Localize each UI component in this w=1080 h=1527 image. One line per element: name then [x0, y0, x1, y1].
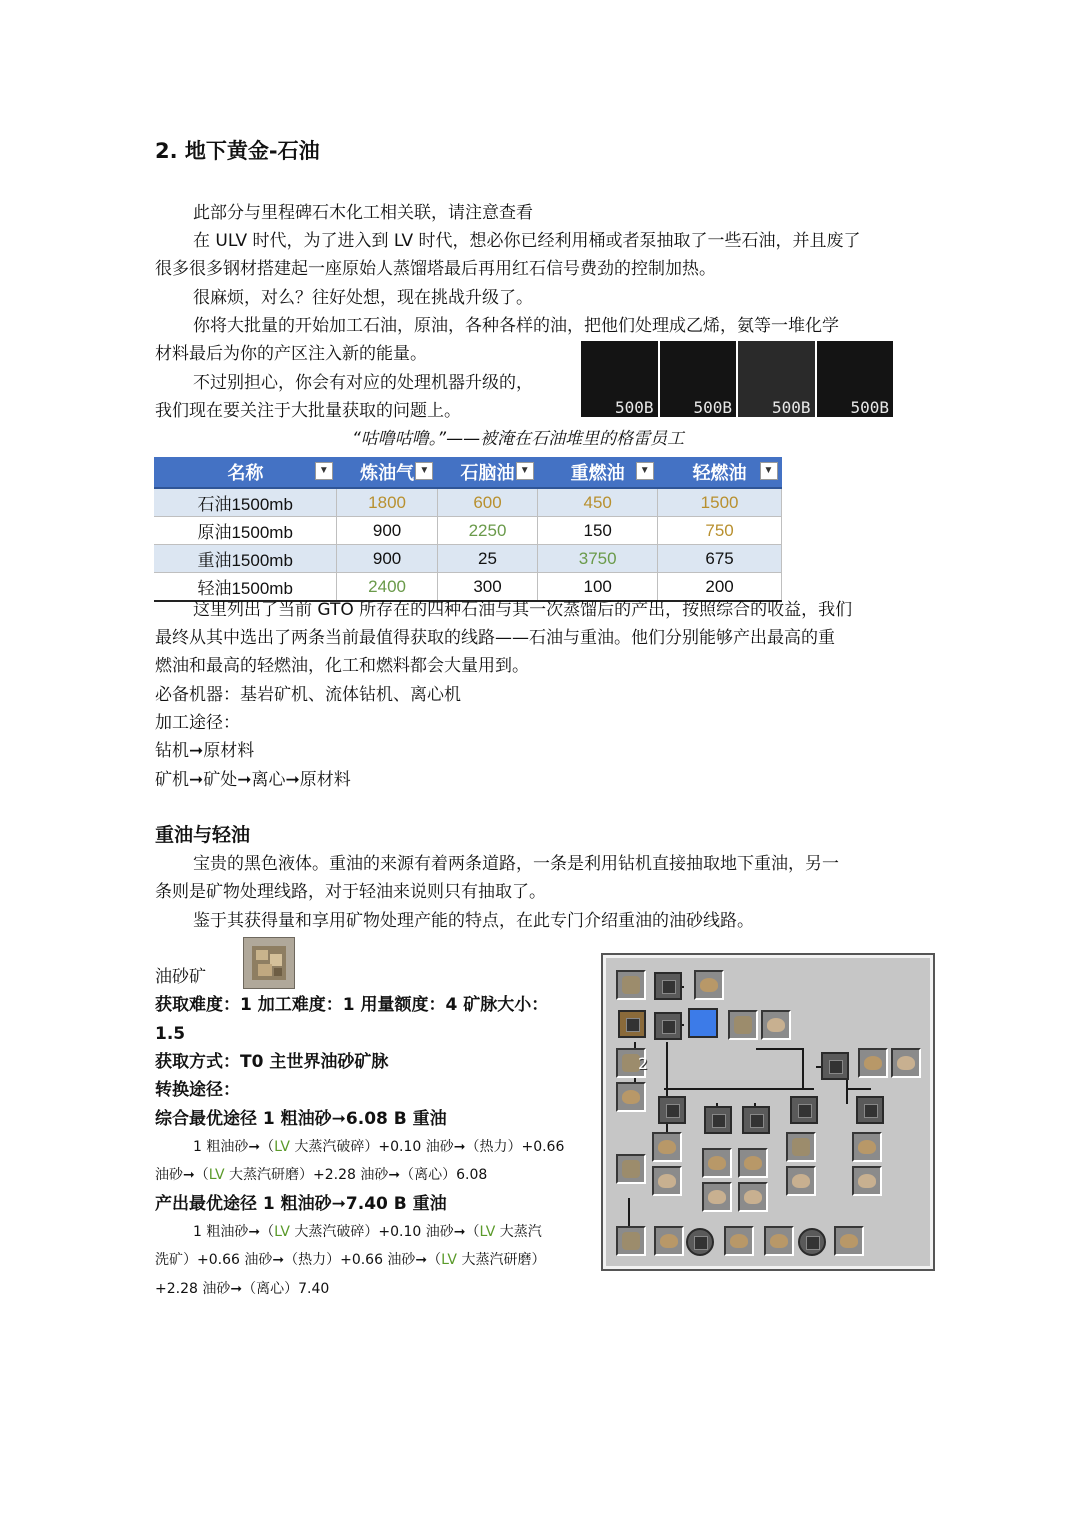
table-cell: 原油1500mb: [154, 517, 337, 545]
heavy-oil-title: 重油与轻油: [155, 824, 251, 846]
best-output-route: 产出最优途径 1 粗油砂➞7.40 B 重油: [155, 1194, 447, 1214]
tile-amount: 500B: [771, 398, 811, 417]
dust-slot[interactable]: [786, 1132, 816, 1162]
centrifuge-machine-icon: [742, 1106, 770, 1134]
table-cell: 600: [437, 488, 537, 517]
flow-line: [802, 1048, 804, 1090]
quote: “咕噜咕噜。”——被淹在石油堆里的格雷员工: [352, 429, 685, 449]
storage-tile: [817, 341, 894, 417]
dust-slot[interactable]: [616, 1082, 646, 1112]
dust-output-slot[interactable]: [858, 1048, 888, 1078]
tile-amount: 500B: [614, 398, 654, 417]
filter-dropdown-icon[interactable]: ▼: [315, 462, 333, 480]
table-cell: 150: [538, 517, 658, 545]
flow-line: [846, 1088, 871, 1090]
heavy-paragraph-1b: 条则是矿物处理线路，对于轻油来说则只有抽取了。: [155, 882, 546, 902]
table-cell: 石油1500mb: [154, 488, 337, 517]
intro-paragraph-4a: 你将大批量的开始加工石油，原油，各种各样的油，把他们处理成乙烯，氨等一堆化学: [193, 316, 839, 336]
table-cell: 900: [337, 517, 437, 545]
analysis-paragraph-a: 这里列出了当前 GTO 所存在的四种石油与其一次蒸馏后的产出，按照综合的收益，我们: [193, 600, 853, 620]
table-cell: 轻油1500mb: [154, 573, 337, 602]
flow-line: [756, 1048, 804, 1050]
heavy-paragraph-1a: 宝贵的黑色液体。重油的来源有着两条道路，一条是利用钻机直接抽取地下重油，另一: [193, 854, 839, 874]
table-header-cell: 轻燃油 ▼: [658, 457, 782, 488]
table-header-cell: 重燃油 ▼: [538, 457, 658, 488]
difficulty-line-b: 1.5: [155, 1024, 186, 1044]
table-header-cell: 石脑油 ▼: [437, 457, 537, 488]
dust-output-slot[interactable]: [694, 970, 724, 1000]
table-cell: 3750: [538, 545, 658, 573]
tile-amount: 500B: [850, 398, 889, 417]
table-cell: 675: [658, 545, 782, 573]
route-1: 钻机➞原材料: [155, 741, 255, 761]
filter-dropdown-icon[interactable]: ▼: [760, 462, 778, 480]
dust-slot[interactable]: [738, 1182, 768, 1212]
dust-slot[interactable]: [702, 1148, 732, 1178]
macerator-machine-icon: [654, 972, 682, 1000]
filter-dropdown-icon[interactable]: ▼: [415, 462, 433, 480]
storage-tile: [660, 341, 737, 417]
table-cell: 200: [658, 573, 782, 602]
table-cell: 1500: [658, 488, 782, 517]
ore-name: 油砂矿: [155, 967, 206, 987]
intro-paragraph-4b: 材料最后为你的产区注入新的能量。: [155, 344, 427, 364]
table-cell: 1800: [337, 488, 437, 517]
difficulty-line-a: 获取难度：1 加工难度：1 用量额度：4 矿脉大小：: [155, 995, 549, 1015]
centrifuge-machine-icon: [658, 1096, 686, 1124]
best-overall-line-2: 油砂➞（LV 大蒸汽研磨）+2.28 油砂➞（离心）6.08: [155, 1167, 488, 1183]
acquire-method: 获取方式：T0 主世界油砂矿脉: [155, 1052, 389, 1072]
centrifuge-machine-icon: [856, 1096, 884, 1124]
crate-machine-icon: [618, 1010, 646, 1038]
best-output-line-3: +2.28 油砂➞（离心）7.40: [155, 1281, 330, 1297]
oil-sand-processing-diagram: [603, 955, 933, 1269]
table-cell: 900: [337, 545, 437, 573]
water-icon: [688, 1008, 718, 1038]
table-row: [154, 545, 782, 573]
required-machines: 必备机器：基岩矿机、流体钻机、离心机: [155, 685, 461, 705]
filter-dropdown-icon[interactable]: ▼: [636, 462, 654, 480]
tile-amount: 500B: [693, 398, 732, 417]
centrifuge-machine-icon: [790, 1096, 818, 1124]
analysis-paragraph-b: 最终从其中选出了两条当前最值得获取的线路——石油与重油。他们分别能够产出最高的重: [155, 628, 835, 648]
dust-slot[interactable]: [652, 1132, 682, 1162]
table-cell: 重油1500mb: [154, 545, 337, 573]
best-overall-line-1: 1 粗油砂➞（LV 大蒸汽破碎）+0.10 油砂➞（热力）+0.66: [193, 1139, 565, 1155]
intro-paragraph-5b: 我们现在要关注于大批量获取的问题上。: [155, 401, 461, 421]
table-cell: 450: [538, 488, 658, 517]
intro-paragraph-5a: 不过别担心，你会有对应的处理机器升级的，: [193, 373, 533, 393]
dust-output-slot[interactable]: [891, 1048, 921, 1078]
table-cell: 25: [437, 545, 537, 573]
oil-sand-slot[interactable]: [616, 1048, 646, 1078]
dust-slot[interactable]: [724, 1226, 754, 1256]
storage-tile: [581, 341, 658, 417]
intro-paragraph-2b: 很多很多钢材搭建起一座原始人蒸馏塔最后再用红石信号费劲的控制加热。: [155, 259, 716, 279]
dust-slot[interactable]: [834, 1226, 864, 1256]
section-title: 2. 地下黄金-石油: [155, 139, 320, 163]
storage-tiles-image: [581, 341, 893, 417]
best-output-line-2: 洗矿）+0.66 油砂➞（热力）+0.66 油砂➞（LV 大蒸汽研磨）: [155, 1252, 546, 1268]
dust-slot[interactable]: [786, 1166, 816, 1196]
analysis-paragraph-c: 燃油和最高的轻燃油，化工和燃料都会大量用到。: [155, 656, 529, 676]
dust-slot[interactable]: [652, 1166, 682, 1196]
intro-paragraph-2a: 在 ULV 时代，为了进入到 LV 时代，想必你已经利用桶或者泵抽取了一些石油，并且废了: [193, 231, 861, 251]
best-overall-route: 综合最优途径 1 粗油砂➞6.08 B 重油: [155, 1109, 447, 1129]
washer-machine-icon: [654, 1012, 682, 1040]
table-header-cell: 名称 ▼: [154, 457, 337, 488]
route-label: 加工途径：: [155, 713, 240, 733]
heavy-paragraph-2: 鉴于其获得量和享用矿物处理产能的特点，在此专门介绍重油的油砂线路。: [193, 911, 754, 931]
thermal-machine-icon: [821, 1052, 849, 1080]
convert-label: 转换途径：: [155, 1080, 240, 1100]
table-header-row: [154, 457, 782, 488]
table-cell: 2400: [337, 573, 437, 602]
table-header-cell: 炼油气 ▼: [337, 457, 437, 488]
crushed-oil-sand-slot[interactable]: [616, 970, 646, 1000]
table-cell: 750: [658, 517, 782, 545]
oil-sand-ore-icon: [243, 937, 295, 989]
dust-slot[interactable]: [702, 1182, 732, 1212]
flow-line: [666, 1042, 668, 1142]
cauldron-icon: [798, 1228, 826, 1256]
dust-slot[interactable]: [764, 1226, 794, 1256]
oil-sand-slot[interactable]: [728, 1010, 758, 1040]
intro-paragraph-3: 很麻烦，对么？往好处想，现在挑战升级了。: [193, 288, 533, 308]
best-output-line-1: 1 粗油砂➞（LV 大蒸汽破碎）+0.10 油砂➞（LV 大蒸汽: [193, 1224, 542, 1240]
table-cell: 2250: [437, 517, 537, 545]
table-row: [154, 488, 782, 517]
dust-slot[interactable]: [852, 1166, 882, 1196]
oil-sand-slot[interactable]: [616, 1226, 646, 1256]
oil-sand-slot[interactable]: [761, 1010, 791, 1040]
intro-paragraph-1: 此部分与里程碑石木化工相关联，请注意查看: [193, 203, 533, 223]
dust-slot[interactable]: [852, 1132, 882, 1162]
dust-slot[interactable]: [654, 1226, 684, 1256]
storage-tile: [738, 341, 815, 417]
cauldron-icon: [686, 1228, 714, 1256]
table-cell: 100: [538, 573, 658, 602]
table-cell: 300: [437, 573, 537, 602]
flow-line: [664, 1088, 814, 1090]
table-row: [154, 517, 782, 545]
route-2: 矿机➞矿处➞离心➞原材料: [155, 770, 351, 790]
centrifuge-machine-icon: [704, 1106, 732, 1134]
stack-count-label: 2: [638, 1054, 648, 1073]
oil-yield-table: [154, 457, 782, 602]
dust-slot[interactable]: [738, 1148, 768, 1178]
filter-dropdown-icon[interactable]: ▼: [516, 462, 534, 480]
oil-sand-slot[interactable]: [616, 1154, 646, 1184]
